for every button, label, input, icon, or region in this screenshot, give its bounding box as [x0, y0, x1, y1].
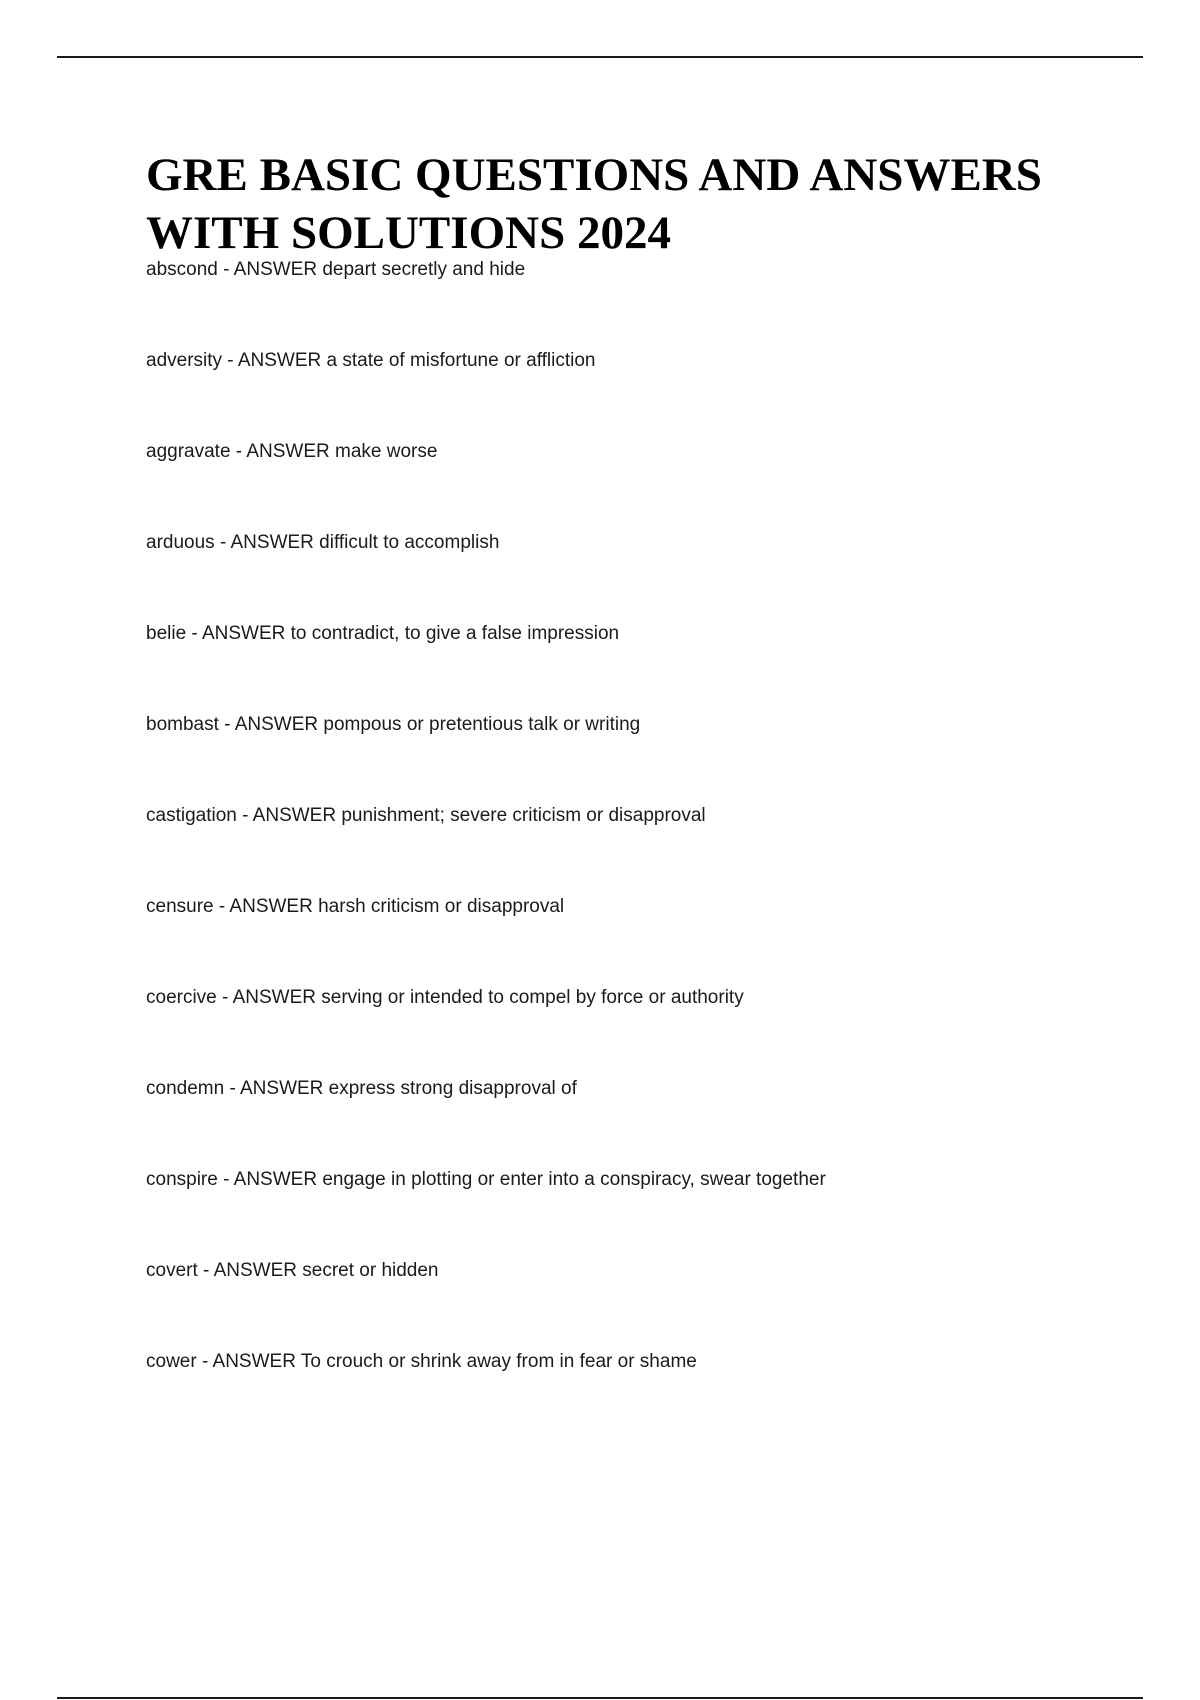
glossary-entry: aggravate - ANSWER make worse — [146, 441, 438, 462]
glossary-entry: arduous - ANSWER difficult to accomplish — [146, 532, 500, 553]
top-rule — [57, 56, 1143, 58]
glossary-entry: coercive - ANSWER serving or intended to compel by force or authority — [146, 987, 744, 1008]
glossary-entry: belie - ANSWER to contradict, to give a false impression — [146, 623, 620, 644]
document-title: GRE BASIC QUESTIONS AND ANSWERS WITH SOLUTIONS 2024 — [146, 149, 1042, 259]
glossary-entry: cower - ANSWER To crouch or shrink away from in fear or shame — [146, 1351, 697, 1372]
glossary-list — [146, 258, 1126, 1441]
glossary-entry: conspire - ANSWER engage in plotting or enter into a conspiracy, swear together — [146, 1169, 826, 1190]
glossary-entry: condemn - ANSWER express strong disapproval of — [146, 1078, 577, 1099]
glossary-entry: bombast - ANSWER pompous or pretentious talk or writing — [146, 714, 641, 735]
glossary-entry: abscond - ANSWER depart secretly and hide — [146, 259, 526, 280]
bottom-rule — [57, 1697, 1143, 1699]
glossary-entry: adversity - ANSWER a state of misfortune or affliction — [146, 350, 596, 371]
glossary-entry: covert - ANSWER secret or hidden — [146, 1260, 439, 1281]
glossary-entry: censure - ANSWER harsh criticism or disapproval — [146, 896, 565, 917]
glossary-entry: castigation - ANSWER punishment; severe criticism or disapproval — [146, 805, 706, 826]
